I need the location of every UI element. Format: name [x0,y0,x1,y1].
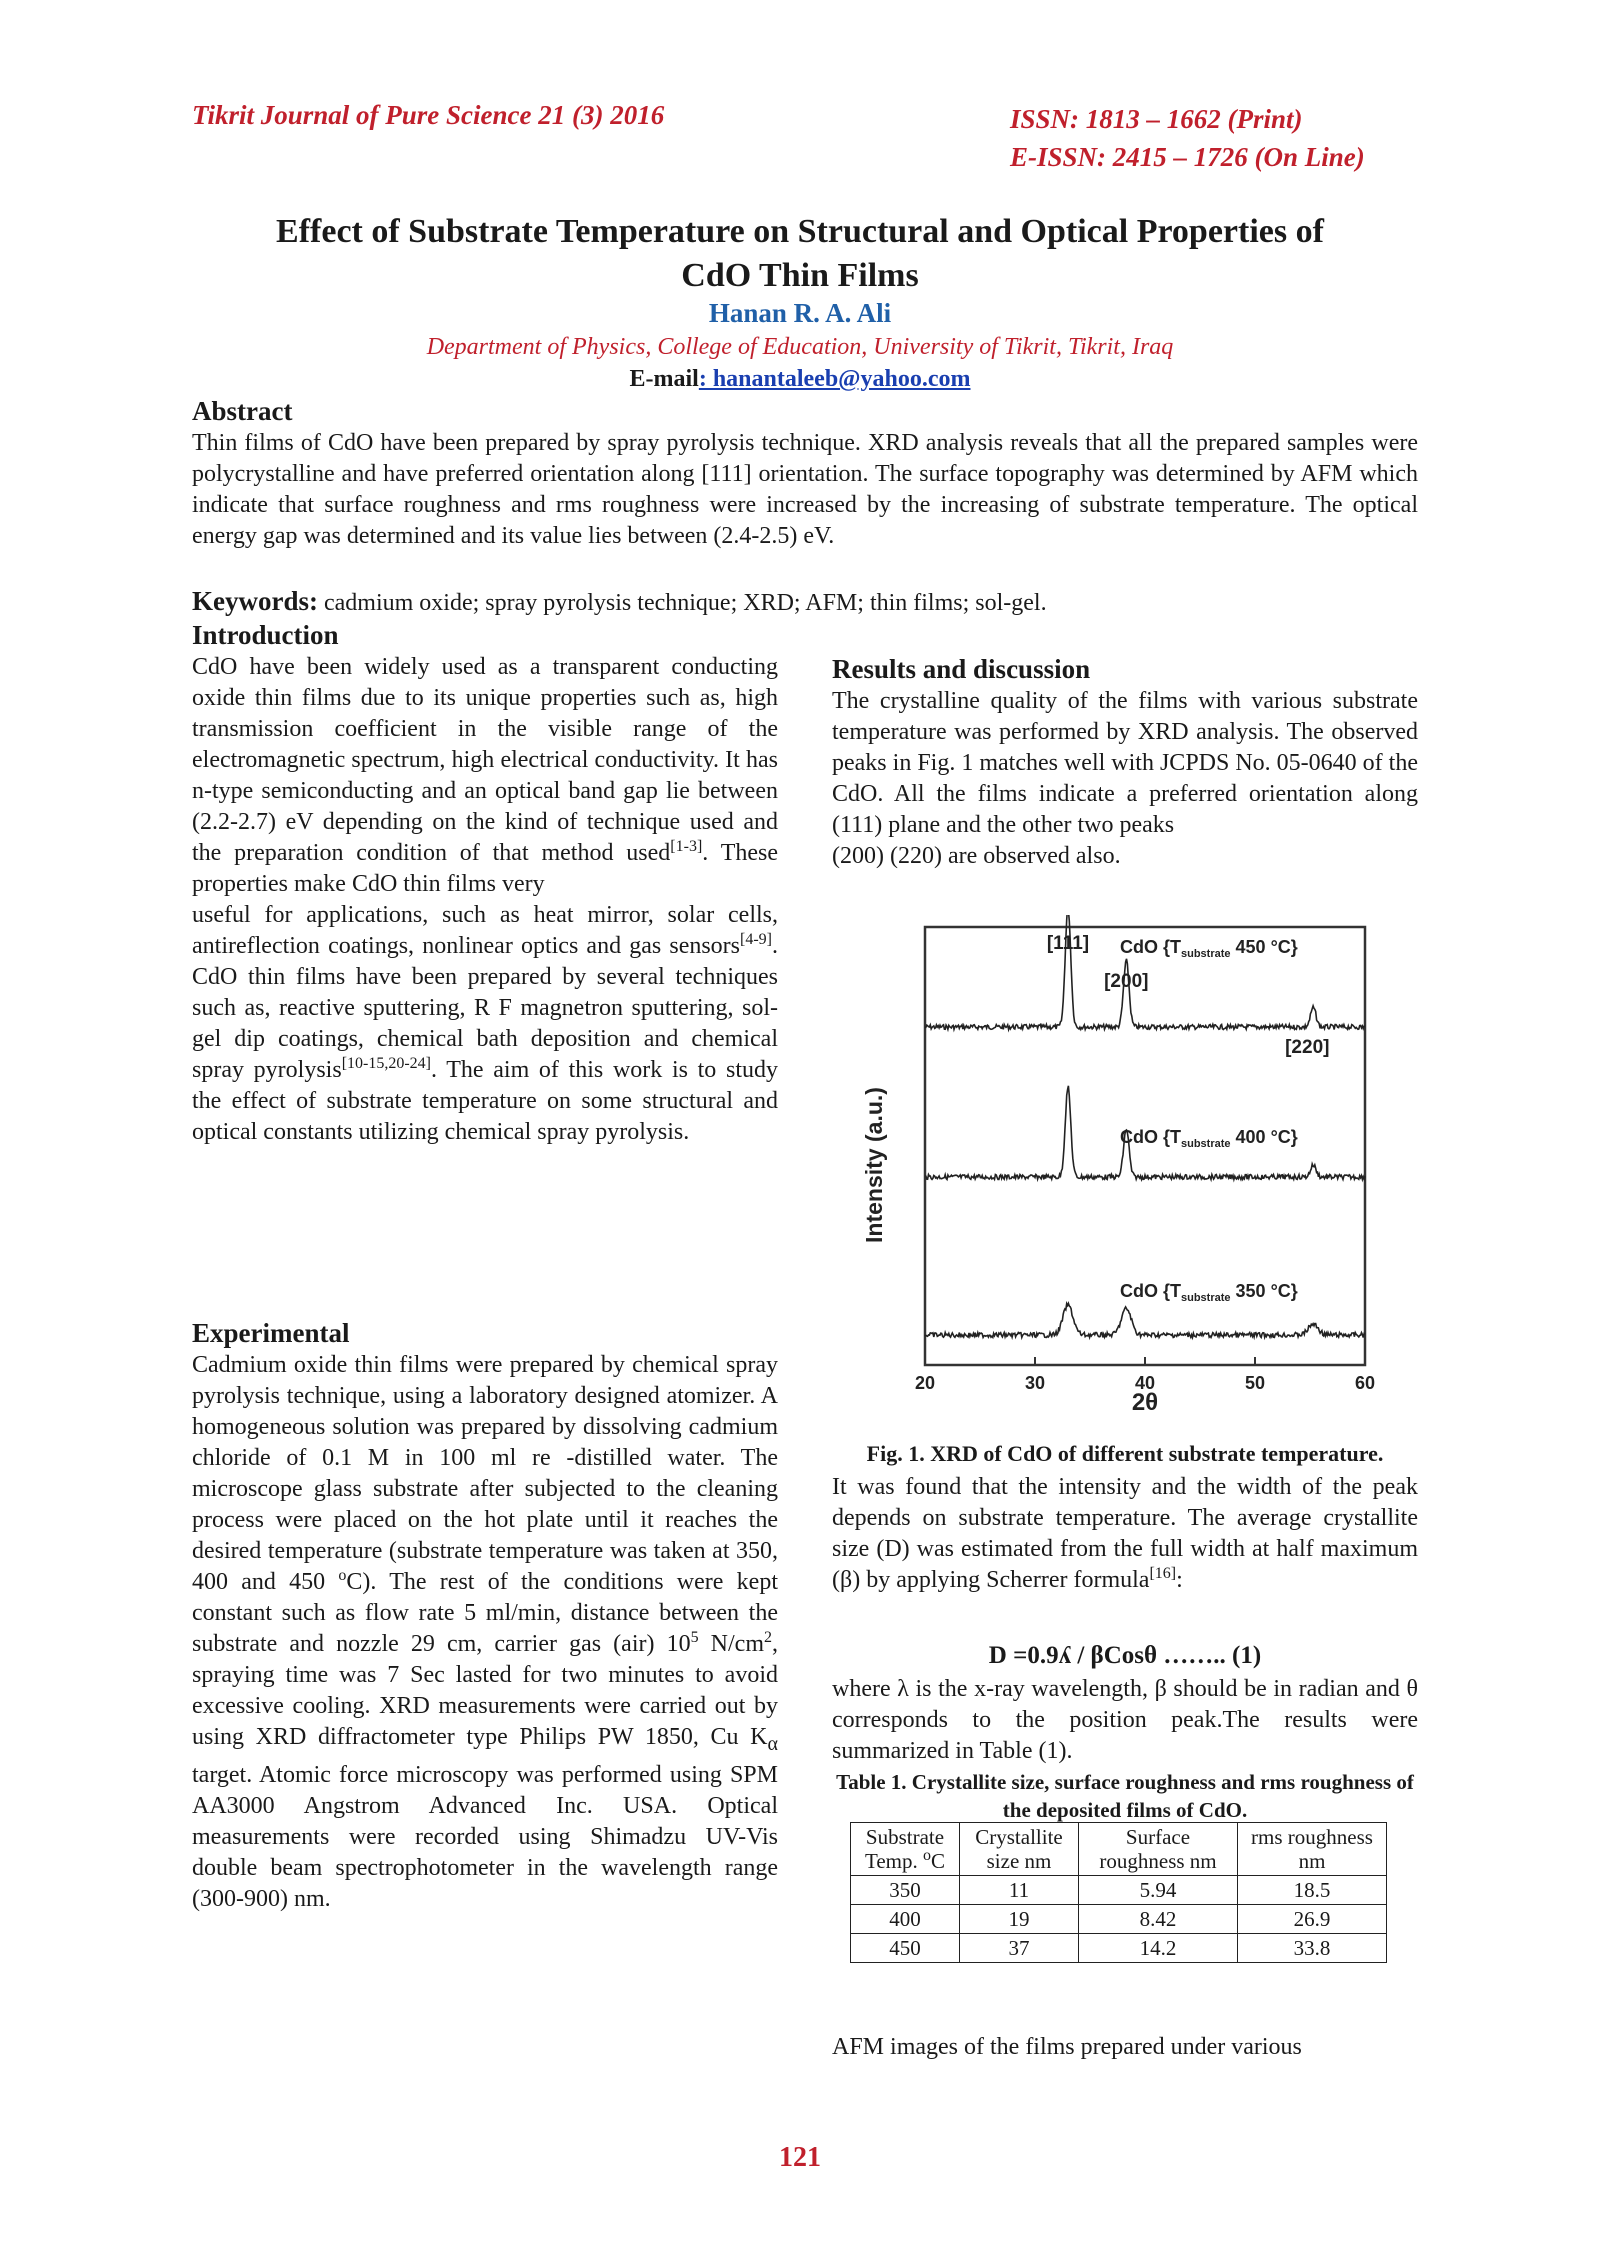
peak-label: [200] [1104,971,1149,992]
y-axis-label-group [861,1087,887,1243]
issn-online: E-ISSN: 2415 – 1726 (On Line) [1010,142,1365,172]
th-crystallite: Crystallite size nm [960,1823,1079,1876]
intro-p2b: . CdO thin films have been prepared by several techniques such as, reactive sputtering, R F magnetron sputtering, sol-gel dip coatings, chemical bath deposition and chemical spray pyrolysis [192,933,778,1083]
keywords-line [192,586,1418,619]
paper-title [180,210,1420,298]
intro-ref3: [10-15,20-24] [341,1055,431,1072]
cell-temp: 450 [851,1934,960,1963]
cell-surf: 8.42 [1079,1905,1238,1934]
xrd-trace-line [925,1303,1365,1337]
results-p1b: (200) (220) are observed also. [832,843,1121,869]
table-caption: Table 1. Crystallite size, surface roughness and rms roughness of the deposited films of CdO. [836,1770,1414,1822]
journal-name: Tikrit Journal of Pure Science 21 (3) 2016 [192,100,665,130]
series-label: CdO {$T_{substrate}$ 400 °C} [1120,1127,1298,1150]
series-label: CdO {$T_{substrate}$ 450 °C} [1120,937,1298,960]
series-labels [1120,937,1298,1304]
th-rms: rms roughness nm [1238,1823,1387,1876]
scherrer-equation: D =0.9ʎ / βCosθ …….. (1) [988,1642,1262,1669]
y-axis-label: Intensity (a.u.) [861,1087,887,1243]
x-ticks [915,1357,1375,1393]
experimental-heading: Experimental [192,1318,350,1348]
cell-surf: 14.2 [1079,1934,1238,1963]
series-label: CdO {$T_{substrate}$ 350 °C} [1120,1281,1298,1304]
cell-size: 37 [960,1934,1079,1963]
x-tick-label: 50 [1244,1373,1266,1393]
affiliation: Department of Physics, College of Education, University of Tikrit, Tikrit, Iraq [426,334,1174,360]
x-tick-label: 60 [1354,1373,1376,1393]
exp-sup-2: 2 [764,1629,772,1646]
issn-print: ISSN: 1813 – 1662 (Print) [1010,104,1303,134]
peak-label: [220] [1285,1037,1330,1058]
cell-surf: 5.94 [1079,1876,1238,1905]
degree-sup: o [338,1567,347,1584]
th-substrate: Substrate [865,1825,945,1849]
cell-size: 19 [960,1905,1079,1934]
keywords-label: Keywords: [192,586,318,616]
results-p1: The crystalline quality of the films with various substrate temperature was performed by XRD analysis. The observed peaks in Fig. 1 matches well with JCPDS No. 05-0640 of the CdO. All the films indicate a preferred orientation along (111) plane and the other two peaks [832,688,1418,838]
results-p2b: : [1176,1567,1183,1593]
results-text-4: AFM images of the films prepared under various [832,2034,1302,2060]
results-text-1 [832,686,1418,872]
results-p2a: It was found that the intensity and the width of the peak depends on substrate temperature. The average crystallite size (D) was estimated from the full width at half maximum (β) by applying Scherrer formula [832,1474,1418,1593]
peak-label: [111] [1046,933,1090,954]
x-tick-label: 20 [914,1373,936,1393]
paper-title-line2: CdO Thin Films [681,257,919,294]
results-ref4: [16] [1149,1565,1177,1582]
cell-rms: 18.5 [1238,1876,1387,1905]
th-temp: Temp. [864,1849,923,1873]
intro-p1a: CdO have been widely used as a transparent conducting oxide thin films due to its unique properties such as, high transmission coefficient in the visible range of the electromagnetic spectrum, high electrical conductivity. It has n-type semiconducting and an optical band gap lie between (2.2-2.7) eV depending on the kind of technique used and the preparation condition of that method used [192,654,778,866]
author-name: Hanan R. A. Ali [708,298,892,328]
exp-p1b: C). The rest of the conditions were kept constant such as flow rate 5 ml/min, distance between the substrate and nozzle 29 cm, carrier gas (air) 10 [192,1569,778,1657]
table-header-row [851,1823,1387,1876]
table-row [851,1934,1387,1963]
exp-p1c: N/cm [698,1631,764,1657]
th-surface: Surface roughness nm [1079,1823,1238,1876]
intro-ref1: [1-3] [670,838,703,855]
xrd-figure [860,915,1380,1415]
cell-temp: 400 [851,1905,960,1934]
x-tick-label: 40 [1134,1373,1156,1393]
cell-size: 11 [960,1876,1079,1905]
th-deg: o [923,1847,931,1864]
x-axis-label: 2θ [1131,1389,1159,1415]
table-row [851,1905,1387,1934]
exp-sup-5: 5 [690,1629,699,1646]
table-1-wrapper [850,1822,1387,1963]
abstract-text: Thin films of CdO have been prepared by spray pyrolysis technique. XRD analysis reveals that all the prepared samples were polycrystalline and have preferred orientation along [111] orientation. The surface topography was determined by AFM which indicate that surface roughness and rms roughness were increased by the increasing of substrate temperature. The optical energy gap was determined and its value lies between (2.4-2.5) eV. [192,430,1418,549]
paper-title-line1: Effect of Substrate Temperature on Structural and Optical Properties of [276,213,1324,250]
results-heading: Results and discussion [832,654,1091,684]
issn-block [1010,100,1365,176]
keywords-text: cadmium oxide; spray pyrolysis technique; XRD; AFM; thin films; sol-gel. [317,590,1047,616]
exp-p1d: , spraying time was 7 Sec lasted for two minutes to avoid excessive cooling. XRD measurements were carried out by using XRD diffractometer type Philips PW 1850, Cu K [192,1631,778,1750]
intro-p1b: . These properties make CdO thin films very [192,840,778,897]
figure-caption: Fig. 1. XRD of CdO of different substrate temperature. [866,1441,1384,1466]
cell-rms: 33.8 [1238,1934,1387,1963]
intro-ref2: [4-9] [740,931,772,948]
table-1 [850,1822,1387,1963]
email-line [0,366,1600,393]
exp-p1e: target. Atomic force microscopy was performed using SPM AA3000 Angstrom Advanced Inc. USA. Optical measurements were recorded using Shimadzu UV-Vis double beam spectrophotometer in the wavelength range (300-900) nm. [192,1761,778,1912]
abstract-heading: Abstract [192,396,293,426]
email-label: E-mail [629,366,699,392]
th-substrate-temp [851,1823,960,1876]
x-tick-label: 30 [1024,1373,1046,1393]
table-row [851,1876,1387,1905]
results-text-2 [832,1472,1418,1596]
intro-p2c: . The aim of this work is to study the effect of substrate temperature on some structural and optical constants utilizing chemical spray pyrolysis. [192,1057,779,1145]
th-c: C [931,1849,946,1873]
experimental-text [192,1350,778,1915]
intro-p2a: useful for applications, such as heat mirror, solar cells, antireflection coatings, nonlinear optics and gas sensors [192,902,778,959]
alpha-sub: α [767,1732,778,1755]
exp-p1a: Cadmium oxide thin films were prepared by chemical spray pyrolysis technique, using a laboratory designed atomizer. A homogeneous solution was prepared by dissolving cadmium chloride of 0.1 M in 100 ml re -distilled water. The microscope glass substrate after subjected to the cleaning process were placed on the hot plate until it reaches the desired temperature (substrate temperature was taken at 350, 400 and 450 [192,1352,778,1595]
page-number: 121 [779,2142,821,2173]
results-text-3: where λ is the x-ray wavelength, β should be in radian and θ corresponds to the position peak.The results were summarized in Table (1). [832,1676,1418,1764]
cell-temp: 350 [851,1876,960,1905]
email-link[interactable]: : hanantaleeb@yahoo.com [698,366,971,392]
introduction-text [192,652,778,1148]
cell-rms: 26.9 [1238,1905,1387,1934]
introduction-heading: Introduction [192,620,339,650]
